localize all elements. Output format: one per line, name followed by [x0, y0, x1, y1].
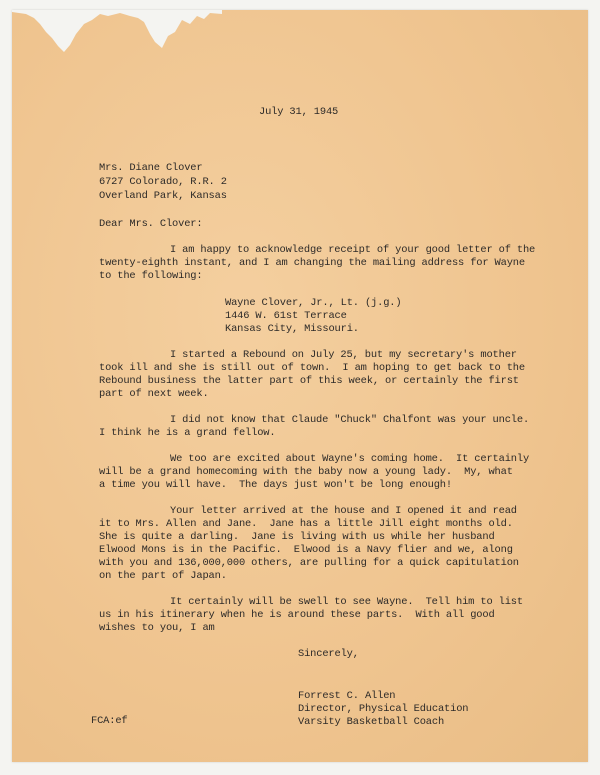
paragraph-6-line: wishes to you, I am	[99, 622, 215, 634]
paragraph-5-line: with you and 136,000,000 others, are pulling for a quick capitulation	[99, 557, 519, 569]
paragraph-2-line: I started a Rebound on July 25, but my secretary's mother	[170, 349, 517, 361]
typist-initials: FCA:ef	[91, 715, 128, 727]
paragraph-2-line: part of next week.	[99, 388, 209, 400]
paragraph-4-line: a time you will have. The days just won't be long enough!	[99, 479, 452, 491]
paragraph-5-line: She is quite a darling. Jane is living with us while her husband	[99, 531, 495, 543]
paragraph-6-line: It certainly will be swell to see Wayne. Tell him to list	[170, 596, 523, 608]
recipient-city: Overland Park, Kansas	[99, 190, 227, 202]
paragraph-1-line: twenty-eighth instant, and I am changing the mailing address for Wayne	[99, 257, 525, 269]
new-address-line: Kansas City, Missouri.	[225, 323, 359, 335]
letter-page	[12, 10, 588, 762]
salutation: Dear Mrs. Clover:	[99, 218, 203, 230]
paragraph-6-line: us in his itinerary when he is around these parts. With all good	[99, 609, 495, 621]
paragraph-3-line: I think he is a grand fellow.	[99, 427, 276, 439]
new-address-line: Wayne Clover, Jr., Lt. (j.g.)	[225, 297, 402, 309]
signer-name: Forrest C. Allen	[298, 690, 396, 702]
signer-title: Varsity Basketball Coach	[298, 716, 445, 728]
paragraph-5-line: Elwood Mons is in the Pacific. Elwood is a Navy flier and we, along	[99, 544, 513, 556]
paragraph-4-line: will be a grand homecoming with the baby now a young lady. My, what	[99, 466, 513, 478]
closing: Sincerely,	[298, 648, 359, 660]
recipient-street: 6727 Colorado, R.R. 2	[99, 176, 227, 188]
letter-body	[12, 10, 588, 762]
paragraph-5-line: it to Mrs. Allen and Jane. Jane has a little Jill eight months old.	[99, 518, 513, 530]
paragraph-5-line: on the part of Japan.	[99, 570, 227, 582]
signer-title: Director, Physical Education	[298, 703, 469, 715]
paragraph-2-line: took ill and she is still out of town. I am hoping to get back to the	[99, 362, 525, 374]
paragraph-1-line: to the following:	[99, 270, 203, 282]
letter-date: July 31, 1945	[259, 106, 339, 118]
paragraph-3-line: I did not know that Claude "Chuck" Chalfont was your uncle.	[170, 414, 530, 426]
recipient-name: Mrs. Diane Clover	[99, 162, 203, 174]
paragraph-5-line: Your letter arrived at the house and I opened it and read	[170, 505, 517, 517]
paragraph-2-line: Rebound business the latter part of this week, or certainly the first	[99, 375, 519, 387]
paragraph-1-line: I am happy to acknowledge receipt of your good letter of the	[170, 244, 536, 256]
new-address-line: 1446 W. 61st Terrace	[225, 310, 347, 322]
paragraph-4-line: We too are excited about Wayne's coming home. It certainly	[170, 453, 530, 465]
